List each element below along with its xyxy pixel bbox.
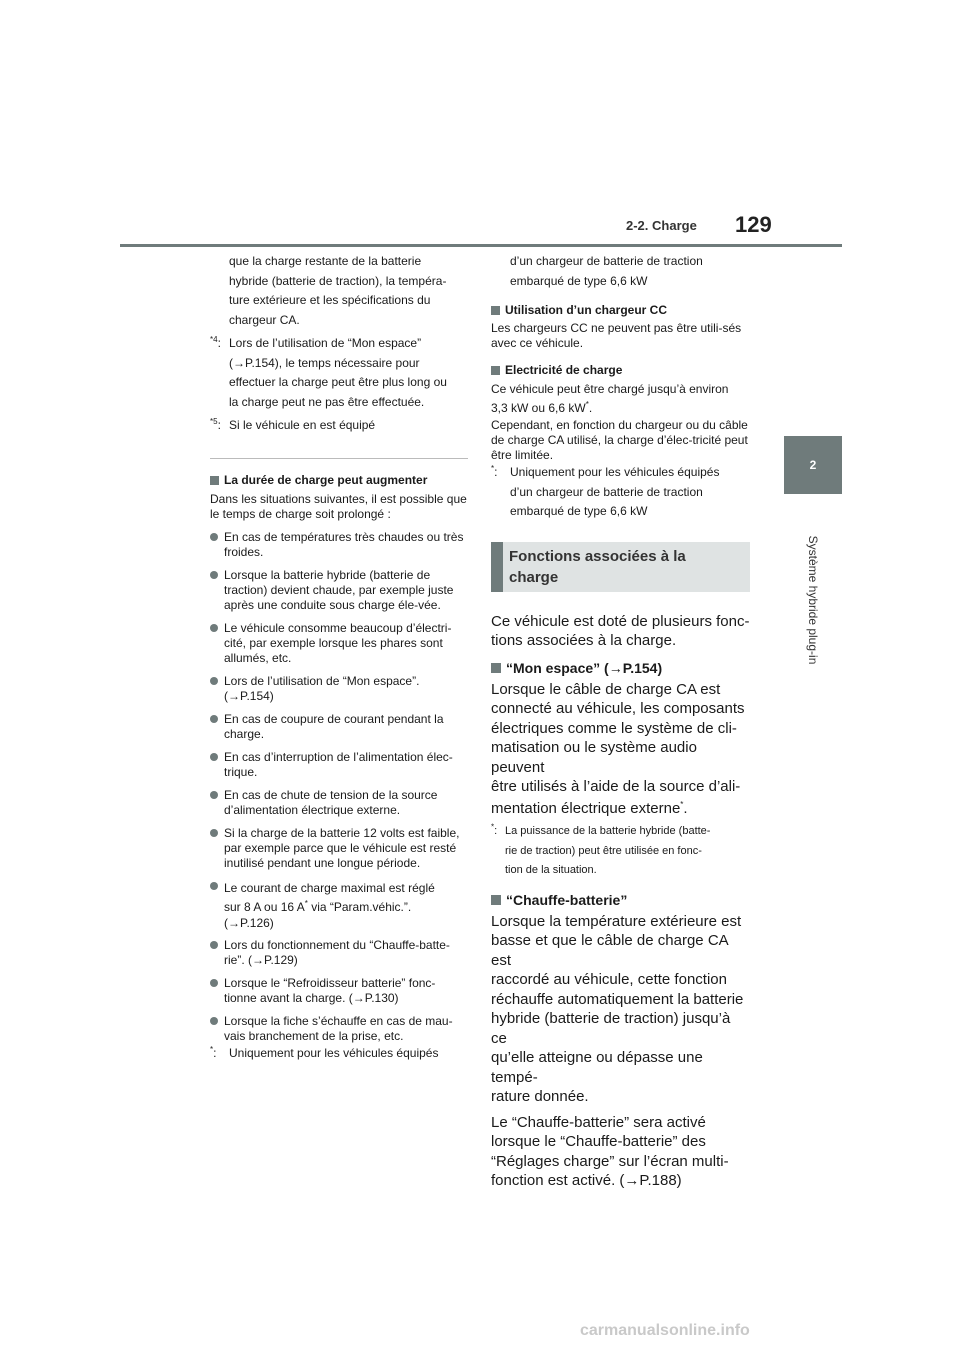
elec-heading: Electricité de charge xyxy=(491,363,750,378)
footnote-star: *: Uniquement pour les véhicules équipés xyxy=(210,1044,468,1064)
banner-accent xyxy=(491,542,503,592)
footnote-5 xyxy=(210,416,468,436)
text-line: embarqué de type 6,6 kW xyxy=(510,273,648,288)
list-item: Lorsque la batterie hybride (batterie de traction) devient chaude, par exemple juste après une conduite sous charge éle-vée. xyxy=(210,568,468,613)
list-item: En cas de chute de tension de la source d’alimentation électrique externe. xyxy=(210,788,468,818)
footnote-4 xyxy=(210,334,468,412)
bullet-icon xyxy=(210,979,218,987)
bullet-icon xyxy=(210,753,218,761)
bullet-icon xyxy=(210,677,218,685)
chapter-title: Système hybride plug-in xyxy=(806,535,820,665)
text-line: effectuer la charge peut être plus long ou xyxy=(229,375,447,389)
bullet-icon xyxy=(210,882,218,890)
list-item: En cas de températures très chaudes ou très froides. xyxy=(210,530,468,560)
text-line: d’un chargeur de batterie de traction xyxy=(510,254,703,268)
bullet-icon xyxy=(210,829,218,837)
chauffe-heading: “Chauffe-batterie” xyxy=(491,893,750,908)
list-item: Lorsque la fiche s’échauffe en cas de mau-vais branchement de la prise, etc. xyxy=(210,1014,468,1044)
text-line: Si le véhicule en est équipé xyxy=(229,418,376,432)
list-item: Lorsque le “Refroidisseur batterie” fonc-tionne avant la charge. (→P.130) xyxy=(210,976,468,1006)
section-label: 2-2. Charge xyxy=(626,218,697,233)
cc-text: Les chargeurs CC ne peuvent pas être utili-sés avec ce véhicule. xyxy=(491,321,742,350)
watermark: carmanualsonline.info xyxy=(580,1322,750,1339)
banner-title: Fonctions associées à la charge xyxy=(509,547,686,586)
duration-heading: La durée de charge peut augmenter xyxy=(210,473,468,488)
chapter-title-wrap xyxy=(786,500,840,700)
square-bullet-icon xyxy=(210,476,219,485)
text-line: la charge peut ne pas être effectuée. xyxy=(229,394,425,409)
footnote-marker: *: xyxy=(491,464,498,479)
elec-text-2: Cependant, en fonction du chargeur ou du câble de charge CA utilisé, la charge d’élec-tricité peut être limitée. xyxy=(491,418,748,462)
right-column xyxy=(491,252,750,1191)
text-line: chargeur CA. xyxy=(229,312,300,327)
continued-text xyxy=(210,252,468,330)
left-column xyxy=(210,252,468,1063)
text-line: que la charge restante de la batterie xyxy=(229,254,422,268)
bullet-icon xyxy=(210,624,218,632)
list-item: Si la charge de la batterie 12 volts est faible, par exemple parce que le véhicule est resté inutilisé pendant une longue période. xyxy=(210,826,468,871)
list-item: En cas d’interruption de l’alimentation élec-trique. xyxy=(210,750,468,780)
footnote-marker: $^{*4}$: xyxy=(210,335,221,350)
text-line: (→P.154), le temps nécessaire pour xyxy=(229,355,420,370)
footnote-marker: *: xyxy=(491,822,498,837)
square-bullet-icon xyxy=(491,895,501,905)
continued-text xyxy=(491,252,750,291)
activation-text: Le “Chauffe-batterie” sera activé lorsque le “Chauffe-batterie” des “Réglages charge” sur l’écran multi- fonction est activé. (→P.188) xyxy=(491,1113,729,1189)
intro-text: Ce véhicule est doté de plusieurs fonc- tions associées à la charge. xyxy=(491,612,750,649)
chapter-number: 2 xyxy=(809,458,817,472)
list-item: Le courant de charge maximal est réglé sur 8 A ou 16 A* via “Param.véhic.”. (→P.126) xyxy=(210,879,468,930)
page-number: 129 xyxy=(735,212,772,237)
bullet-icon xyxy=(210,791,218,799)
square-bullet-icon xyxy=(491,306,500,315)
chauffe-text: Lorsque la température extérieure est basse et que le câble de charge CA est raccordé au véhicule, cette fonction réchauffe automatiquement la batterie hybride (batterie de traction) jusqu’à ce qu’elle atteigne ou dépasse une tempé- rature donnée. xyxy=(491,912,744,1105)
header-rule xyxy=(120,244,842,247)
bullet-icon xyxy=(210,941,218,949)
duration-intro: Dans les situations suivantes, il est possible que le temps de charge soit prolongé : xyxy=(210,491,467,521)
bullet-icon xyxy=(210,715,218,723)
text-line: Lors de l’utilisation de “Mon espace” xyxy=(229,336,422,350)
bullet-icon xyxy=(210,1017,218,1025)
square-bullet-icon xyxy=(491,366,500,375)
section-banner xyxy=(491,542,750,592)
elec-text: Ce véhicule peut être chargé jusqu’à environ 3,3 kW ou 6,6 kW*. xyxy=(491,382,729,415)
mon-espace-heading: “Mon espace” (→P.154) xyxy=(491,661,750,676)
bullet-icon xyxy=(210,571,218,579)
footnote-power: *: La puissance de la batterie hybride (batte- rie de traction) peut être utilisée en fonc- tion de la situation. xyxy=(491,822,750,881)
text-line: ture extérieure et les spécifications du xyxy=(229,293,431,307)
footnote-marker: *: xyxy=(210,1044,217,1060)
cc-heading: Utilisation d’un chargeur CC xyxy=(491,303,750,318)
list-item: Le véhicule consomme beaucoup d’électri-cité, par exemple lorsque les phares sont allumés, etc. xyxy=(210,621,468,666)
square-bullet-icon xyxy=(491,663,501,673)
footnote-marker: $^{*5}$: xyxy=(210,417,221,432)
separator xyxy=(210,458,468,459)
bullet-icon xyxy=(210,533,218,541)
chapter-tab xyxy=(784,436,842,494)
list-item: Lors du fonctionnement du “Chauffe-batte-rie”. (→P.129) xyxy=(210,938,468,968)
footnote-star: *: Uniquement pour les véhicules équipés d’un chargeur de batterie de traction embarqué de type 6,6 kW xyxy=(491,463,750,522)
mon-espace-text: Lorsque le câble de charge CA est connecté au véhicule, les composants électriques comme le système de cli- matisation ou le système audio peuvent être utilisés à l’aide de la source d’ali- mentation électrique externe*. xyxy=(491,680,745,817)
text-line: hybride (batterie de traction), la tempéra- xyxy=(229,273,447,288)
list-item: Lors de l’utilisation de “Mon espace”. (→P.154) xyxy=(210,674,468,704)
list-item: En cas de coupure de courant pendant la charge. xyxy=(210,712,468,742)
